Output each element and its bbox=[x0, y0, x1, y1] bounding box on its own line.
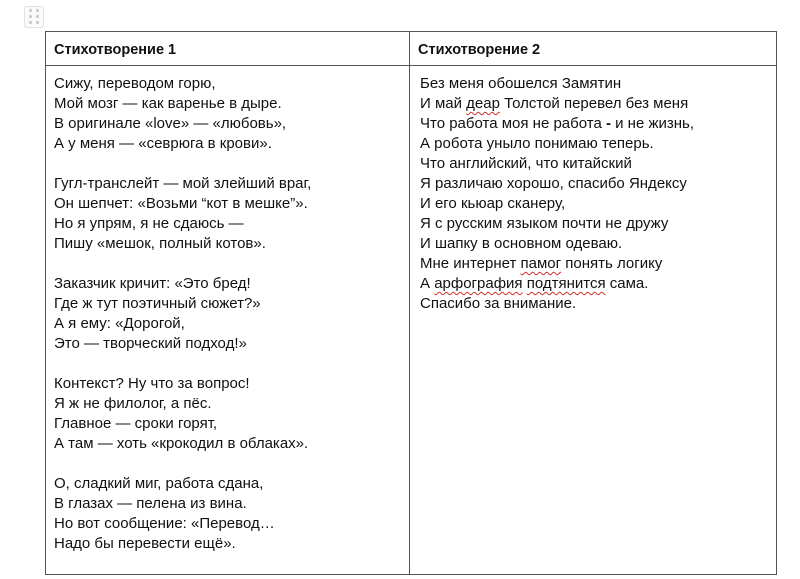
poem-1-text bbox=[54, 74, 409, 554]
poem-line: Надо бы перевести ещё». bbox=[54, 535, 236, 552]
poem-line: В оригинале «love» — «любовь», bbox=[54, 115, 287, 132]
poem-line bbox=[420, 174, 776, 194]
poem-line bbox=[420, 134, 776, 154]
misspelled-word: подтянится bbox=[526, 275, 606, 292]
line-text: Я с русским языком почти не дружу bbox=[420, 215, 669, 232]
line-text: - bbox=[605, 115, 611, 132]
poem-line bbox=[420, 234, 776, 254]
poem-line bbox=[420, 74, 776, 94]
block-drag-handle[interactable] bbox=[24, 6, 44, 28]
poem-line bbox=[420, 254, 776, 274]
table-header-row bbox=[46, 32, 777, 66]
header-cell-poem-1[interactable]: Стихотворение 1 bbox=[46, 32, 410, 66]
misspelled-word: арфография bbox=[434, 275, 523, 292]
poem-line: Контекст? Ну что за вопрос! bbox=[54, 375, 250, 392]
poem-1-cell[interactable] bbox=[46, 66, 410, 575]
poem-line: О, сладкий миг, работа сдана, bbox=[54, 475, 264, 492]
poem-line: В глазах — пелена из вина. bbox=[54, 495, 247, 512]
line-text: Что английский, что китайский bbox=[420, 155, 632, 172]
line-text: Мне интернет bbox=[420, 255, 521, 272]
stanza bbox=[54, 474, 409, 554]
drag-dot bbox=[36, 9, 39, 12]
stanza bbox=[54, 174, 409, 254]
misspelled-word: деар bbox=[466, 95, 500, 112]
table-body-row bbox=[46, 66, 777, 575]
poem-2-text bbox=[420, 74, 776, 314]
poem-line: Пишу «мешок, полный котов». bbox=[54, 235, 266, 252]
drag-dot bbox=[36, 21, 39, 24]
poem-line: А я ему: «Дорогой, bbox=[54, 315, 185, 332]
poem-line: Но я упрям, я не сдаюсь — bbox=[54, 215, 244, 232]
line-text: А робота уныло понимаю теперь. bbox=[420, 135, 654, 152]
line-text: И его кьюар сканеру, bbox=[420, 195, 566, 212]
poem-line: Сижу, переводом горю, bbox=[54, 75, 216, 92]
line-text: И май bbox=[420, 95, 467, 112]
poem-line: Заказчик кричит: «Это бред! bbox=[54, 275, 251, 292]
misspelled-word: памог bbox=[520, 255, 562, 272]
line-text: А bbox=[420, 275, 435, 292]
drag-dot bbox=[29, 21, 32, 24]
poem-line bbox=[420, 214, 776, 234]
poem-line: А у меня — «севрюга в крови». bbox=[54, 135, 272, 152]
poem-line bbox=[420, 114, 776, 134]
drag-dot bbox=[29, 9, 32, 12]
poem-line bbox=[420, 274, 776, 294]
line-text: И шапку в основном одеваю. bbox=[420, 235, 623, 252]
drag-dot bbox=[36, 15, 39, 18]
line-text: Что работа моя не работа bbox=[420, 115, 606, 132]
header-cell-poem-2[interactable]: Стихотворение 2 bbox=[410, 32, 777, 66]
line-text: Без меня обошелся Замятин bbox=[420, 75, 622, 92]
poem-line: Главное — сроки горят, bbox=[54, 415, 218, 432]
drag-dot bbox=[29, 15, 32, 18]
poem-line: Где ж тут поэтичный сюжет?» bbox=[54, 295, 261, 312]
stanza bbox=[54, 274, 409, 354]
poem-line: Гугл-транслейт — мой злейший враг, bbox=[54, 175, 312, 192]
poem-line bbox=[420, 194, 776, 214]
stanza bbox=[54, 74, 409, 154]
poem-2-cell[interactable] bbox=[410, 66, 777, 575]
line-text: Толстой перевел без меня bbox=[499, 95, 689, 112]
stanza bbox=[54, 374, 409, 454]
poems-table bbox=[45, 31, 777, 575]
line-text: понять логику bbox=[561, 255, 663, 272]
poem-line: Это — творческий подход!» bbox=[54, 335, 247, 352]
line-text: и не жизнь, bbox=[610, 115, 695, 132]
poem-line: Он шепчет: «Возьми “кот в мешке”». bbox=[54, 195, 308, 212]
poem-line: Мой мозг — как варенье в дыре. bbox=[54, 95, 282, 112]
line-text: сама. bbox=[605, 275, 649, 292]
poem-line: А там — хоть «крокодил в облаках». bbox=[54, 435, 309, 452]
poem-line: Я ж не филолог, а пёс. bbox=[54, 395, 212, 412]
line-text: Я различаю хорошо, спасибо Яндексу bbox=[420, 175, 687, 192]
poem-line: Но вот сообщение: «Перевод… bbox=[54, 515, 275, 532]
line-text: Спасибо за внимание. bbox=[420, 295, 577, 312]
poem-line bbox=[420, 154, 776, 174]
poem-line bbox=[420, 294, 776, 314]
poem-line bbox=[420, 94, 776, 114]
